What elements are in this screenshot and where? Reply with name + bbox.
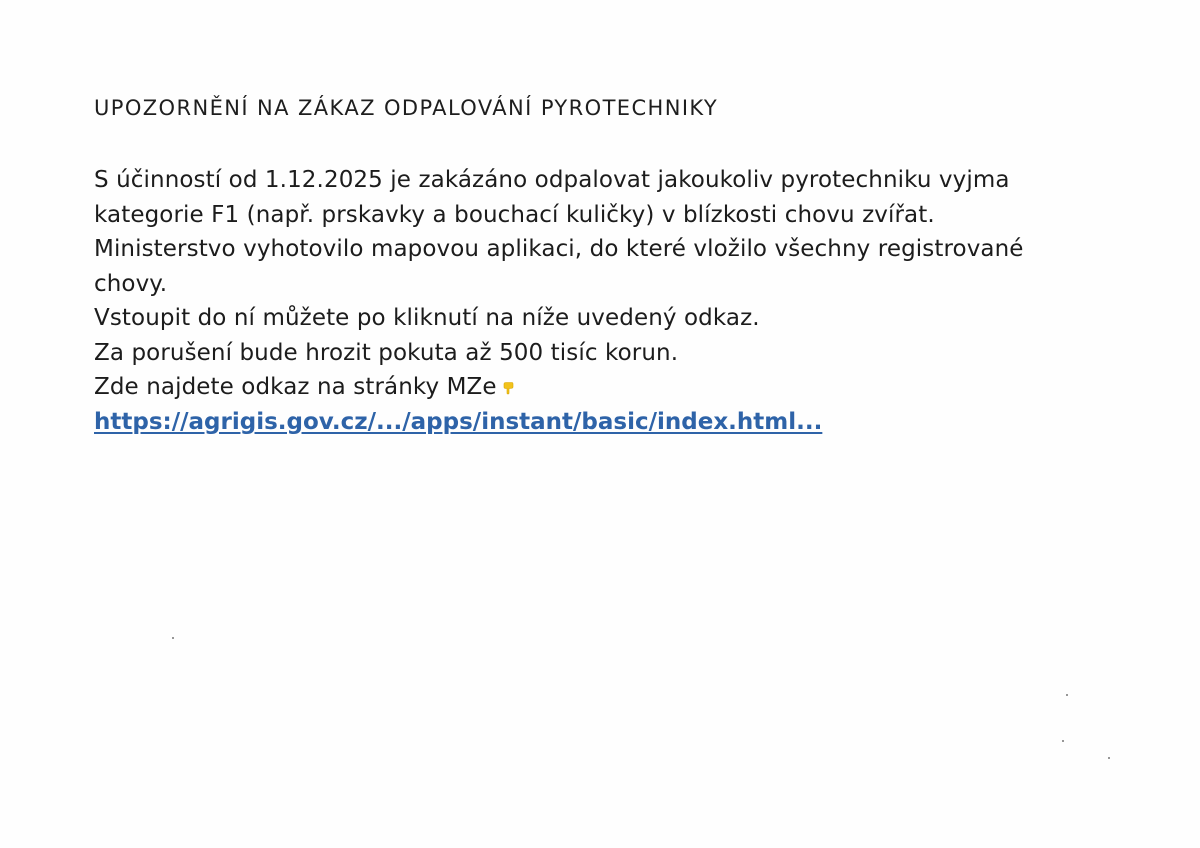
body-line-2: kategorie F1 (např. prskavky a bouchací kuličky) v blízkosti chovu zvířat. — [94, 201, 935, 228]
notice-body — [94, 163, 1134, 439]
body-line-4: chovy. — [94, 270, 168, 297]
notice-title: UPOZORNĚNÍ NA ZÁKAZ ODPALOVÁNÍ PYROTECHNIKY — [94, 96, 719, 120]
agrigis-link[interactable]: https://agrigis.gov.cz/.../apps/instant/basic/index.html... — [94, 408, 823, 435]
scan-speck — [1108, 757, 1110, 759]
body-line-3: Ministerstvo vyhotovilo mapovou aplikaci, do které vložilo všechny registrované — [94, 236, 1024, 262]
scan-speck — [1066, 694, 1068, 696]
body-line-6: Za porušení bude hrozit pokuta až 500 tisíc korun. — [94, 339, 679, 366]
body-line-5: Vstoupit do ní můžete po kliknutí na níže uvedený odkaz. — [94, 305, 760, 331]
scan-speck — [1062, 740, 1064, 742]
body-line-1: S účinností od 1.12.2025 je zakázáno odpalovat jakoukoliv pyrotechniku vyjma — [94, 167, 1010, 193]
scan-speck — [172, 637, 174, 639]
pointing-down-hand-icon — [501, 371, 515, 385]
body-line-7-text: Zde najdete odkaz na stránky MZe — [94, 374, 497, 400]
body-line-7 — [94, 370, 1134, 405]
